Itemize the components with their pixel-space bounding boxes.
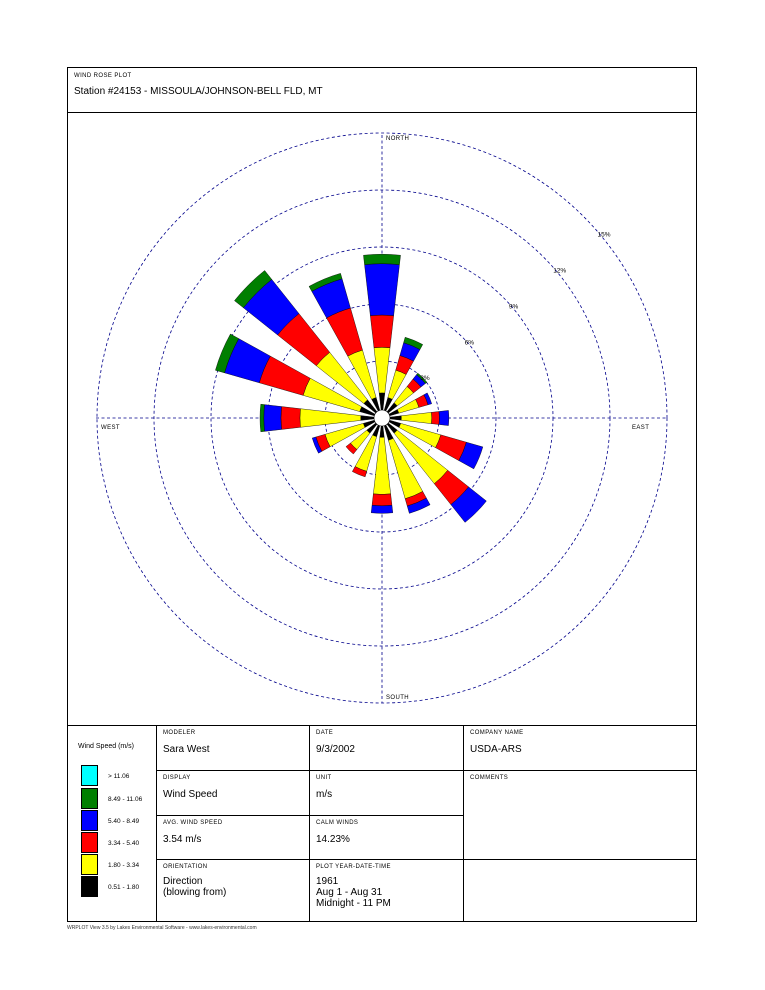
period-line: 1961 (316, 876, 339, 887)
petal-segment-e-bin-2 (431, 412, 439, 425)
period-line: Midnight - 11 PM (316, 898, 391, 909)
petal-segment-n-bin-3 (365, 264, 400, 316)
calm-center (374, 410, 390, 426)
display-cell (157, 771, 309, 815)
legend-swatch (81, 832, 98, 853)
ring-labels (420, 232, 610, 382)
orientation-caption: ORIENTATION (163, 864, 208, 870)
ring-label: 9% (508, 303, 519, 311)
calm-winds-caption: CALM WINDS (316, 820, 359, 826)
petal-segment-w-bin-1 (300, 409, 361, 428)
petal-segment-s-bin-1 (373, 437, 390, 494)
company-cell (464, 726, 696, 770)
modeler-value: Sara West (163, 744, 210, 755)
avg-speed-value: 3.54 m/s (163, 834, 202, 845)
legend-label: 8.49 - 11.06 (108, 796, 143, 803)
petal-segment-e-bin-1 (401, 412, 432, 423)
period-value (316, 876, 391, 909)
legend-label: 0.51 - 1.80 (108, 884, 140, 891)
ring-label: 12% (553, 267, 567, 275)
legend-swatch (81, 810, 98, 831)
legend-label: 5.40 - 8.49 (108, 818, 140, 825)
period-caption: PLOT YEAR-DATE-TIME (316, 864, 391, 870)
petal-segment-s-bin-0 (380, 426, 384, 437)
legend-label: 3.34 - 5.40 (108, 840, 140, 847)
legend-label: > 11.06 (108, 773, 130, 780)
modeler-caption: MODELER (163, 730, 196, 736)
plot-area (68, 113, 696, 725)
legend (68, 726, 156, 922)
date-value: 9/3/2002 (316, 744, 355, 755)
legend-label: 1.80 - 3.34 (108, 862, 140, 869)
north-label: NORTH (386, 136, 410, 142)
date-caption: DATE (316, 730, 334, 736)
legend-swatch (81, 876, 98, 897)
avg-speed-cell (157, 816, 309, 859)
orientation-cell (157, 860, 309, 922)
west-label: WEST (101, 425, 120, 431)
legend-swatch (81, 765, 98, 786)
unit-caption: UNIT (316, 775, 332, 781)
petal-segment-n-bin-0 (379, 393, 385, 410)
header-caption: WIND ROSE PLOT (74, 73, 132, 79)
orientation-line: Direction (163, 876, 203, 887)
ring-label: 6% (464, 339, 475, 347)
petal-segment-n-bin-1 (374, 347, 390, 393)
petal-segment-s-bin-3 (371, 505, 393, 513)
comments-caption: COMMENTS (470, 775, 509, 781)
comments-cell (464, 771, 696, 859)
legend-title: Wind Speed (m/s) (78, 743, 135, 750)
orientation-line: (blowing from) (163, 887, 227, 898)
east-label: EAST (632, 425, 650, 431)
avg-speed-caption: AVG. WIND SPEED (163, 820, 223, 826)
calm-winds-cell (310, 816, 463, 859)
wind-rose-report (67, 67, 697, 922)
company-caption: COMPANY NAME (470, 730, 524, 736)
period-line: Aug 1 - Aug 31 (316, 887, 383, 898)
info-panel (68, 725, 696, 922)
south-label: SOUTH (386, 695, 409, 701)
petal-segment-w-bin-4 (260, 404, 265, 432)
petal-segment-n-bin-2 (370, 315, 393, 348)
petal-segment-n-bin-4 (363, 254, 400, 264)
software-footer: WRPLOT View 3.5 by Lakes Environmental Software - www.lakes-environmental.com (67, 925, 257, 931)
company-value: USDA-ARS (470, 744, 522, 755)
unit-value: m/s (316, 789, 333, 800)
wind-petals (215, 254, 486, 522)
ring-label: 3% (420, 375, 430, 383)
legend-swatch (81, 788, 98, 809)
unit-cell (310, 771, 463, 815)
ring-label: 15% (597, 231, 611, 239)
petal-segment-w-bin-2 (281, 407, 301, 430)
calm-winds-value: 14.23% (316, 834, 350, 845)
petal-segment-w-bin-3 (264, 405, 282, 432)
display-value: Wind Speed (163, 789, 218, 800)
orientation-value (163, 876, 226, 898)
petal-segment-e-bin-3 (439, 410, 449, 425)
station-title: Station #24153 - MISSOULA/JOHNSON-BELL FLD, MT (74, 86, 323, 97)
wind-rose-chart (68, 113, 696, 725)
modeler-cell (157, 726, 309, 770)
report-header (68, 68, 696, 113)
petal-segment-e-bin-0 (390, 416, 401, 420)
petal-segment-w-bin-0 (361, 416, 374, 421)
display-caption: DISPLAY (163, 775, 191, 781)
legend-swatch (81, 854, 98, 875)
date-cell (310, 726, 463, 770)
petal-segment-s-bin-2 (372, 494, 392, 506)
period-cell (310, 860, 463, 922)
